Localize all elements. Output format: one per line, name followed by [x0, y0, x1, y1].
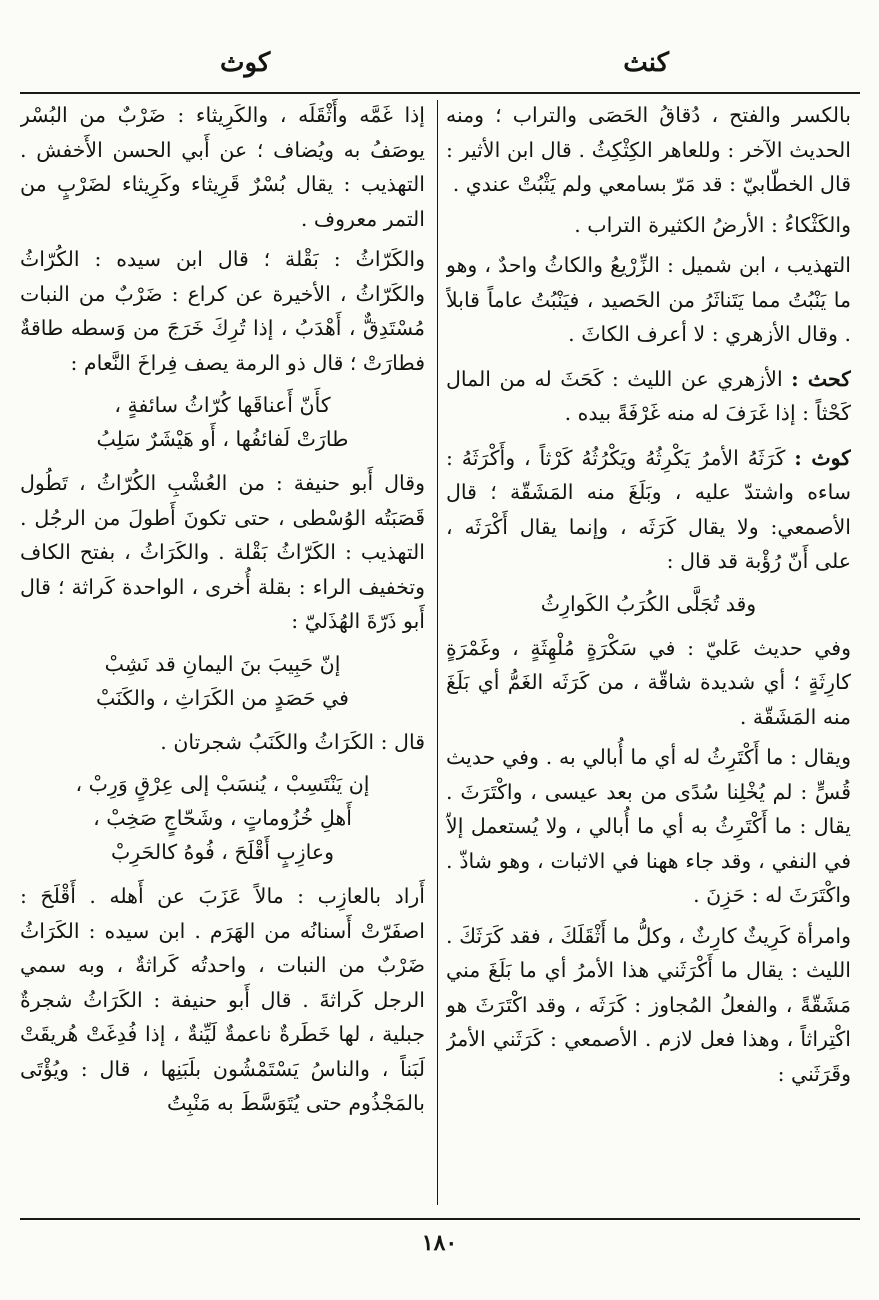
- bottom-rule: [20, 1218, 860, 1220]
- verse-quote: [446, 587, 851, 621]
- verse-quote: [20, 647, 425, 715]
- paragraph: بالكسر والفتح ، دُقاقُ الحَصَى والتراب ؛ ومنه الحديث الآخر : وللعاهر الكِثْكِثُ . قال ابن الأثير : قال الخطّابيّ : قد مَرّ بسامعي ولم يَثْبُتْ عندي .: [446, 103, 851, 196]
- verse-line: في حَصَدٍ من الكَرَاثِ ، والكَنَبْ: [96, 685, 349, 710]
- entry-karatha: [446, 441, 851, 579]
- paragraph: وفي حديث عَليّ : في سَكْرَةٍ مُلْهِثَةٍ ، وغَمْرَةٍ كارِثَةٍ ؛ أي شديدة شاقّة ، من كَرَثَه الغَمُّ أي بَلَغَ منه المَشَقّة .: [446, 635, 851, 729]
- verse-line: إنّ حَبِيبَ بنَ اليمانِ قد نَشِبْ: [104, 651, 341, 676]
- page-number: ١٨٠: [421, 1230, 458, 1256]
- verse-line: وعازِبٍ أَقْلَحَ ، فُوهُ كالحَرِبْ: [111, 840, 334, 864]
- running-head-left: كوث: [220, 48, 271, 78]
- right-column: [446, 98, 851, 1210]
- entry-headword: كحث :: [791, 366, 851, 391]
- paragraph: والكَثْكاءُ : الأرضُ الكثيرة التراب .: [574, 212, 851, 237]
- verse-line: أَهلِ خُزُوماتٍ ، وشَحّاجٍ صَخِبْ ،: [93, 806, 352, 830]
- paragraph: إذا غَمَّه وأَثْقَلَه ، والكَرِيثاء : ضَرْبٌ من البُسْر يوصَفُ به ويُضاف ؛ عن أَبي الحسن الأَخفش . التهذيب : يقال بُسْرٌ قَرِيثاء وكَرِيثاء لضَرْبٍ من التمر معروف .: [20, 103, 425, 231]
- verse-line: وقد تُجَلَّى الكُرَبُ الكَوارِثُ: [540, 591, 757, 616]
- entry-text: الأزهري عن الليث : كَحَثَ له من المال كَحْثاً : إذا غَرَفَ له منه غَرْفَةً بيده .: [446, 366, 851, 425]
- running-head-right: كنث: [623, 48, 669, 78]
- paragraph: وقال أَبو حنيفة : من العُشْبِ الكُرّاثُ ، تَطُول قَصَبَتُه الوُسْطى ، حتى تكونَ أَطولَ من الرجُل . التهذيب : الكَرّاثُ بَقْلة . والكَرَاثُ ، بفتح الكاف وتخفيف الراء : بقلة أُخرى ، الواحدة كَراثة ؛ قال أَبو ذَرّةَ الهُذَليّ :: [20, 471, 425, 633]
- paragraph: وامرأة كَرِيثٌ كارِثٌ ، وكلُّ ما أَثْقَلَكَ ، فقد كَرَثَكَ . الليث : يقال ما أَكْرَثَني هذا الأمرُ أي ما بَلَغَ مني مَشَقّةً ، والفعلُ المُجاوز : كَرَثَه ، وقد اكْتَرَثَ هو اكْتِراثاً ، وهذا فعل لازم . الأصمعي : كَرَثَني الأمرُ وقَرَثَني :: [446, 923, 851, 1086]
- paragraph: التهذيب ، ابن شميل : الزِّرْيعُ والكاثُ واحدٌ ، وهو ما يَنْبُتُ مما يَتَناثَرُ من الحَصيد ، فيَنْبُتُ عاماً قابلاً . وقال الأزهري : لا أعرف الكاثَ .: [446, 253, 851, 346]
- entry-kahatha: [446, 362, 851, 431]
- verse-line: كأَنّ أَعناقَها كُرّاثُ سائفةٍ ،: [114, 393, 331, 417]
- paragraph: ويقال : ما أَكْتَرِثُ له أي ما أُبالي به . وفي حديث قُسٍّ : لم يُخْلِنا سُدًى من بعد عيسى ، واكْتَرَثَ . يقال : ما أَكْتَرِثُ به أي ما أُبالي ، ولا يُستعمل إلاّ في النفي ، وقد جاء ههنا في الاثبات ، وهو شاذّ . واكْتَرَثَ له : حَزِنَ .: [446, 745, 851, 907]
- verse-quote: [20, 767, 425, 869]
- left-column: [20, 98, 425, 1210]
- column-divider: [437, 100, 438, 1205]
- entry-headword: كوث :: [794, 445, 851, 470]
- top-rule: [20, 92, 860, 94]
- paragraph: والكَرّاثُ : بَقْلة ؛ قال ابن سيده : الكُرّاثُ والكَرّاثُ ، الأخيرة عن كراع : ضَرْبٌ من النبات مُسْتَدِقٌّ ، أَهْدَبُ ، إذا تُرِكَ خَرَجَ من وَسطه طاقةٌ فطارَتْ ؛ قال ذو الرمة يصف فِراخَ النَّعام :: [20, 247, 425, 375]
- verse-line: طارَتْ لَفائفُها ، أَو هَيْشَرٌ سَلِبُ: [96, 427, 349, 451]
- verse-quote: [20, 388, 425, 456]
- verse-line: إن يَنْتَسِبْ ، يُنسَبْ إلى عِرْقٍ وَرِبْ ،: [75, 772, 370, 796]
- paragraph: قال : الكَرَاثُ والكَنَبُ شجرتان .: [160, 729, 425, 754]
- paragraph: أَراد بالعازِب : مالاً عَزَبَ عن أَهله . أَقْلَحَ : اصفَرّتْ أَسنانُه من الهَرَم . ابن سيده : الكَرَاثُ ضَرْبٌ من النبات ، واحدتُه كَراثةٌ ، وبه سمي الرجل كَراثةَ . قال أَبو حنيفة : الكَرَاثُ شجرةٌ جبلية ، لها خَطَرةٌ ناعمةٌ لَيِّنةٌ ، إذا فُدِغَتْ هُريقَتْ لَبَناً ، والناسُ يَسْتَمْشُون بلَبَنِها ، قال : ويُؤْتَى بالمَجْذُوم حتى يُتَوَسَّطَ به مَنْبِتُ: [20, 884, 425, 1115]
- entry-text: كَرَثَهُ الأمرُ يَكْرِثُهُ ويَكْرُثُهُ كَرْثاً ، وأَكْرَثَهُ : ساءه واشتدّ عليه ، وبَلَغَ منه المَشَقّة ؛ قال الأصمعي: ولا يقال كَرَثَه ، وإنما يقال أَكْرَثَه ، على أَنّ رُؤْبة قد قال :: [446, 445, 851, 573]
- page-header: [0, 48, 879, 84]
